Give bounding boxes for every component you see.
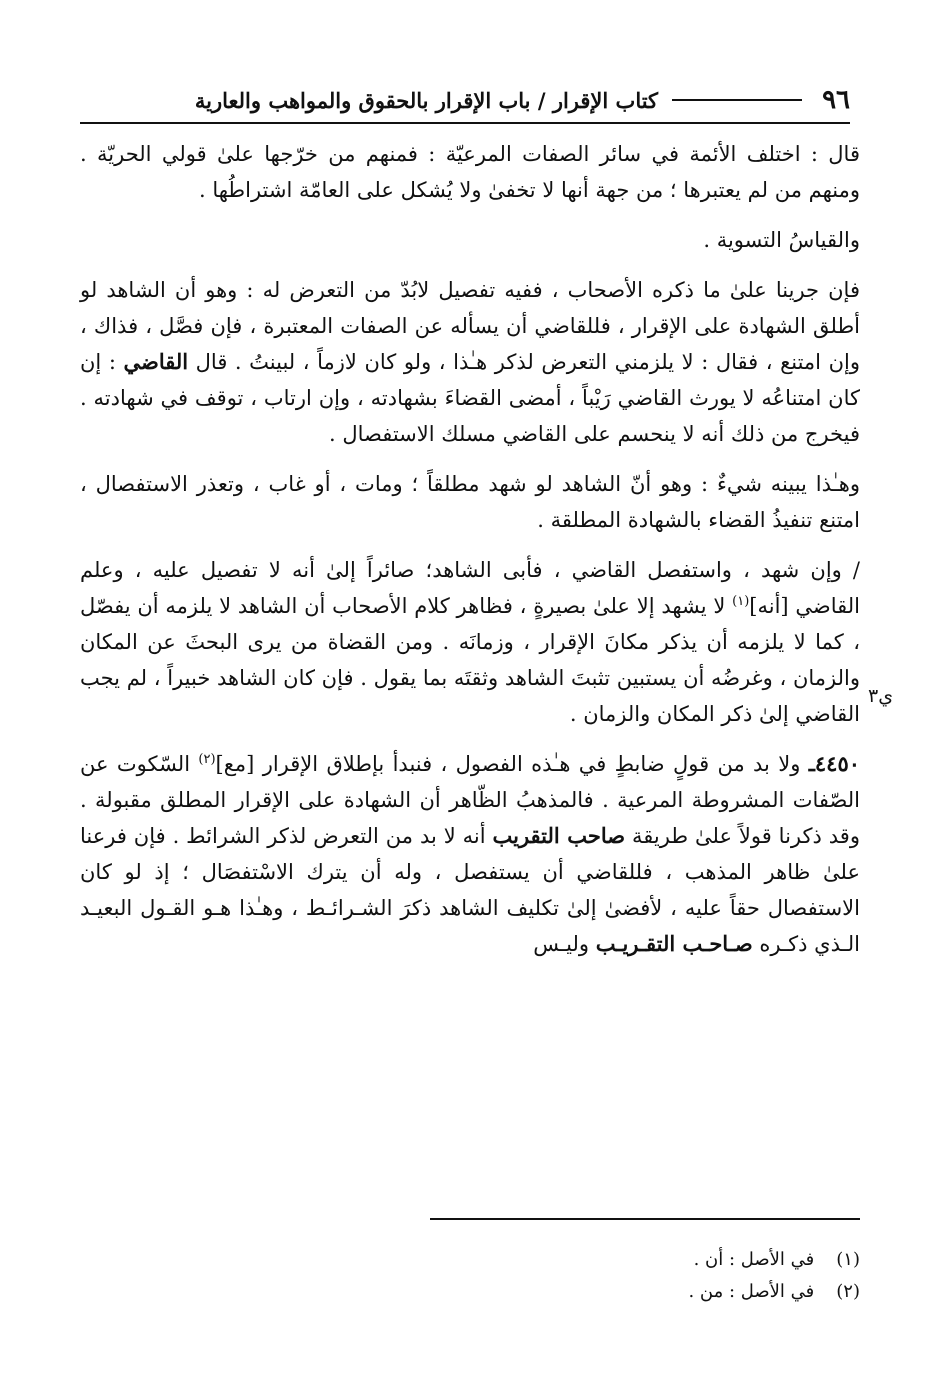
page-number: ٩٦: [822, 85, 850, 115]
footnote-1-number: (١): [836, 1249, 860, 1270]
footnote-divider: [430, 1218, 860, 1220]
paragraph-5-part-a: / وإن شهد ، واستفصل القاضي ، فأبى الشاهد؛ صائراً إلىٰ أنه لا تفصيل عليه ، وعلم القاضي [أنه]: [80, 558, 860, 618]
margin-manuscript-marker: ي٣: [868, 685, 894, 707]
page-header: [80, 78, 850, 124]
paragraph-3-bold-name: القاضي: [123, 349, 189, 374]
paragraph-1: قال : اختلف الأئمة في سائر الصفات المرعيّة : فمنهم من خرّجها علىٰ قولي الحريّة . ومنهم من لم يعتبرها ؛ من جهة أنها لا تخفىٰ ولا يُشكل على العامّة اشتراطُها .: [80, 142, 860, 202]
paragraph-2: والقياسُ التسوية .: [703, 228, 860, 252]
running-title: كتاب الإقرار / باب الإقرار بالحقوق والمواهب والعارية: [194, 87, 659, 113]
paragraph-6-number: ٤٤٥٠ـ: [808, 751, 861, 776]
footnote-ref-2[interactable]: (٢): [198, 752, 216, 767]
paragraph-3-part-b: : إن كان امتناعُه لا يورث القاضي رَيْباً ، أمضى القضاءَ بشهادته ، وإن ارتاب ، توقف في شهادته . فيخرج من ذلك أنه لا ينحسم على القاضي مسلك الاستفصال .: [80, 350, 860, 446]
footnote-2-number: (٢): [836, 1281, 860, 1302]
footnote-1: [480, 1244, 860, 1276]
paragraph-6-bold-name-1: صاحب التقريب: [492, 823, 626, 848]
paragraph-6: [80, 746, 860, 962]
footnote-ref-1[interactable]: (١): [732, 594, 750, 609]
header-rule: [672, 99, 802, 101]
footnotes: [480, 1244, 860, 1308]
paragraph-3-part-a: فإن جرينا علىٰ ما ذكره الأصحاب ، ففيه تفصيل لابُدّ من التعرض له : وهو أن الشاهد لو أطلق الشهادة على الإقرار ، فللقاضي أن يسأله عن الصفات المعتبرة ، فإن فصَّل ، فذاك ، وإن امتنع ، فقال : لا يلزمني التعرض لذكر هـٰذا ، ولو كان لازماً ، لبينتُ . قال: [80, 278, 860, 374]
paragraph-5-part-b: لا يشهد إلا علىٰ بصيرةٍ ، فظاهر كلام الأصحاب أن الشاهد لا يلزمه أن يفصّل ، كما لا يلزمه أن يذكر مكانَ الإقرار ، وزمانَه . ومن القضاة من يرى البحثَ عن المكان والزمان ، وغرضُه أن يستبين تثبتَ الشاهد وثقتَه بما يقول . فإن كان الشاهد خبيراً ، لم يجب القاضي إلىٰ ذكر المكان والزمان .: [80, 594, 860, 726]
paragraph-4: وهـٰذا يبينه شيءٌ : وهو أنّ الشاهد لو شهد مطلقاً ؛ ومات ، أو غاب ، وتعذر الاستفصال ، امتنع تنفيذُ القضاء بالشهادة المطلقة .: [80, 472, 860, 532]
footnote-2: [480, 1276, 860, 1308]
body-text: [80, 136, 860, 976]
paragraph-6-part-c: أنه لا بد من التعرض لذكر الشرائط . فإن فرعنا علىٰ ظاهر المذهب ، فللقاضي أن يستفصل ، وله أن يترك الاسْتفصَال ؛ إذ لو كان الاستفصال حقاً عليه ، لأفضىٰ إلىٰ تكليف الشاهد ذكرَ الشـرائـط ، وهـٰذا هـو القـول البعيـد الـذي ذكـره: [80, 824, 860, 956]
footnote-1-text: في الأصل : أن .: [693, 1249, 815, 1270]
paragraph-5: [80, 552, 860, 732]
paragraph-6-part-b: السّكوت عن الصّفات المشروطة المرعية . فالمذهبُ الظّاهر أن الشهادة على الإقرار المطلق مقبولة . وقد ذكرنا قولاً علىٰ طريقة: [80, 752, 860, 848]
paragraph-6-part-a: ولا بد من قولٍ ضابطٍ في هـٰذه الفصول ، فنبدأ بإطلاق الإقرار [مع]: [215, 752, 801, 776]
paragraph-6-bold-name-2: صـاحـب التقـريـب: [595, 931, 753, 956]
paragraph-3: [80, 272, 860, 452]
footnote-2-text: في الأصل : من .: [688, 1281, 815, 1302]
paragraph-6-part-d: وليـس: [533, 932, 589, 956]
